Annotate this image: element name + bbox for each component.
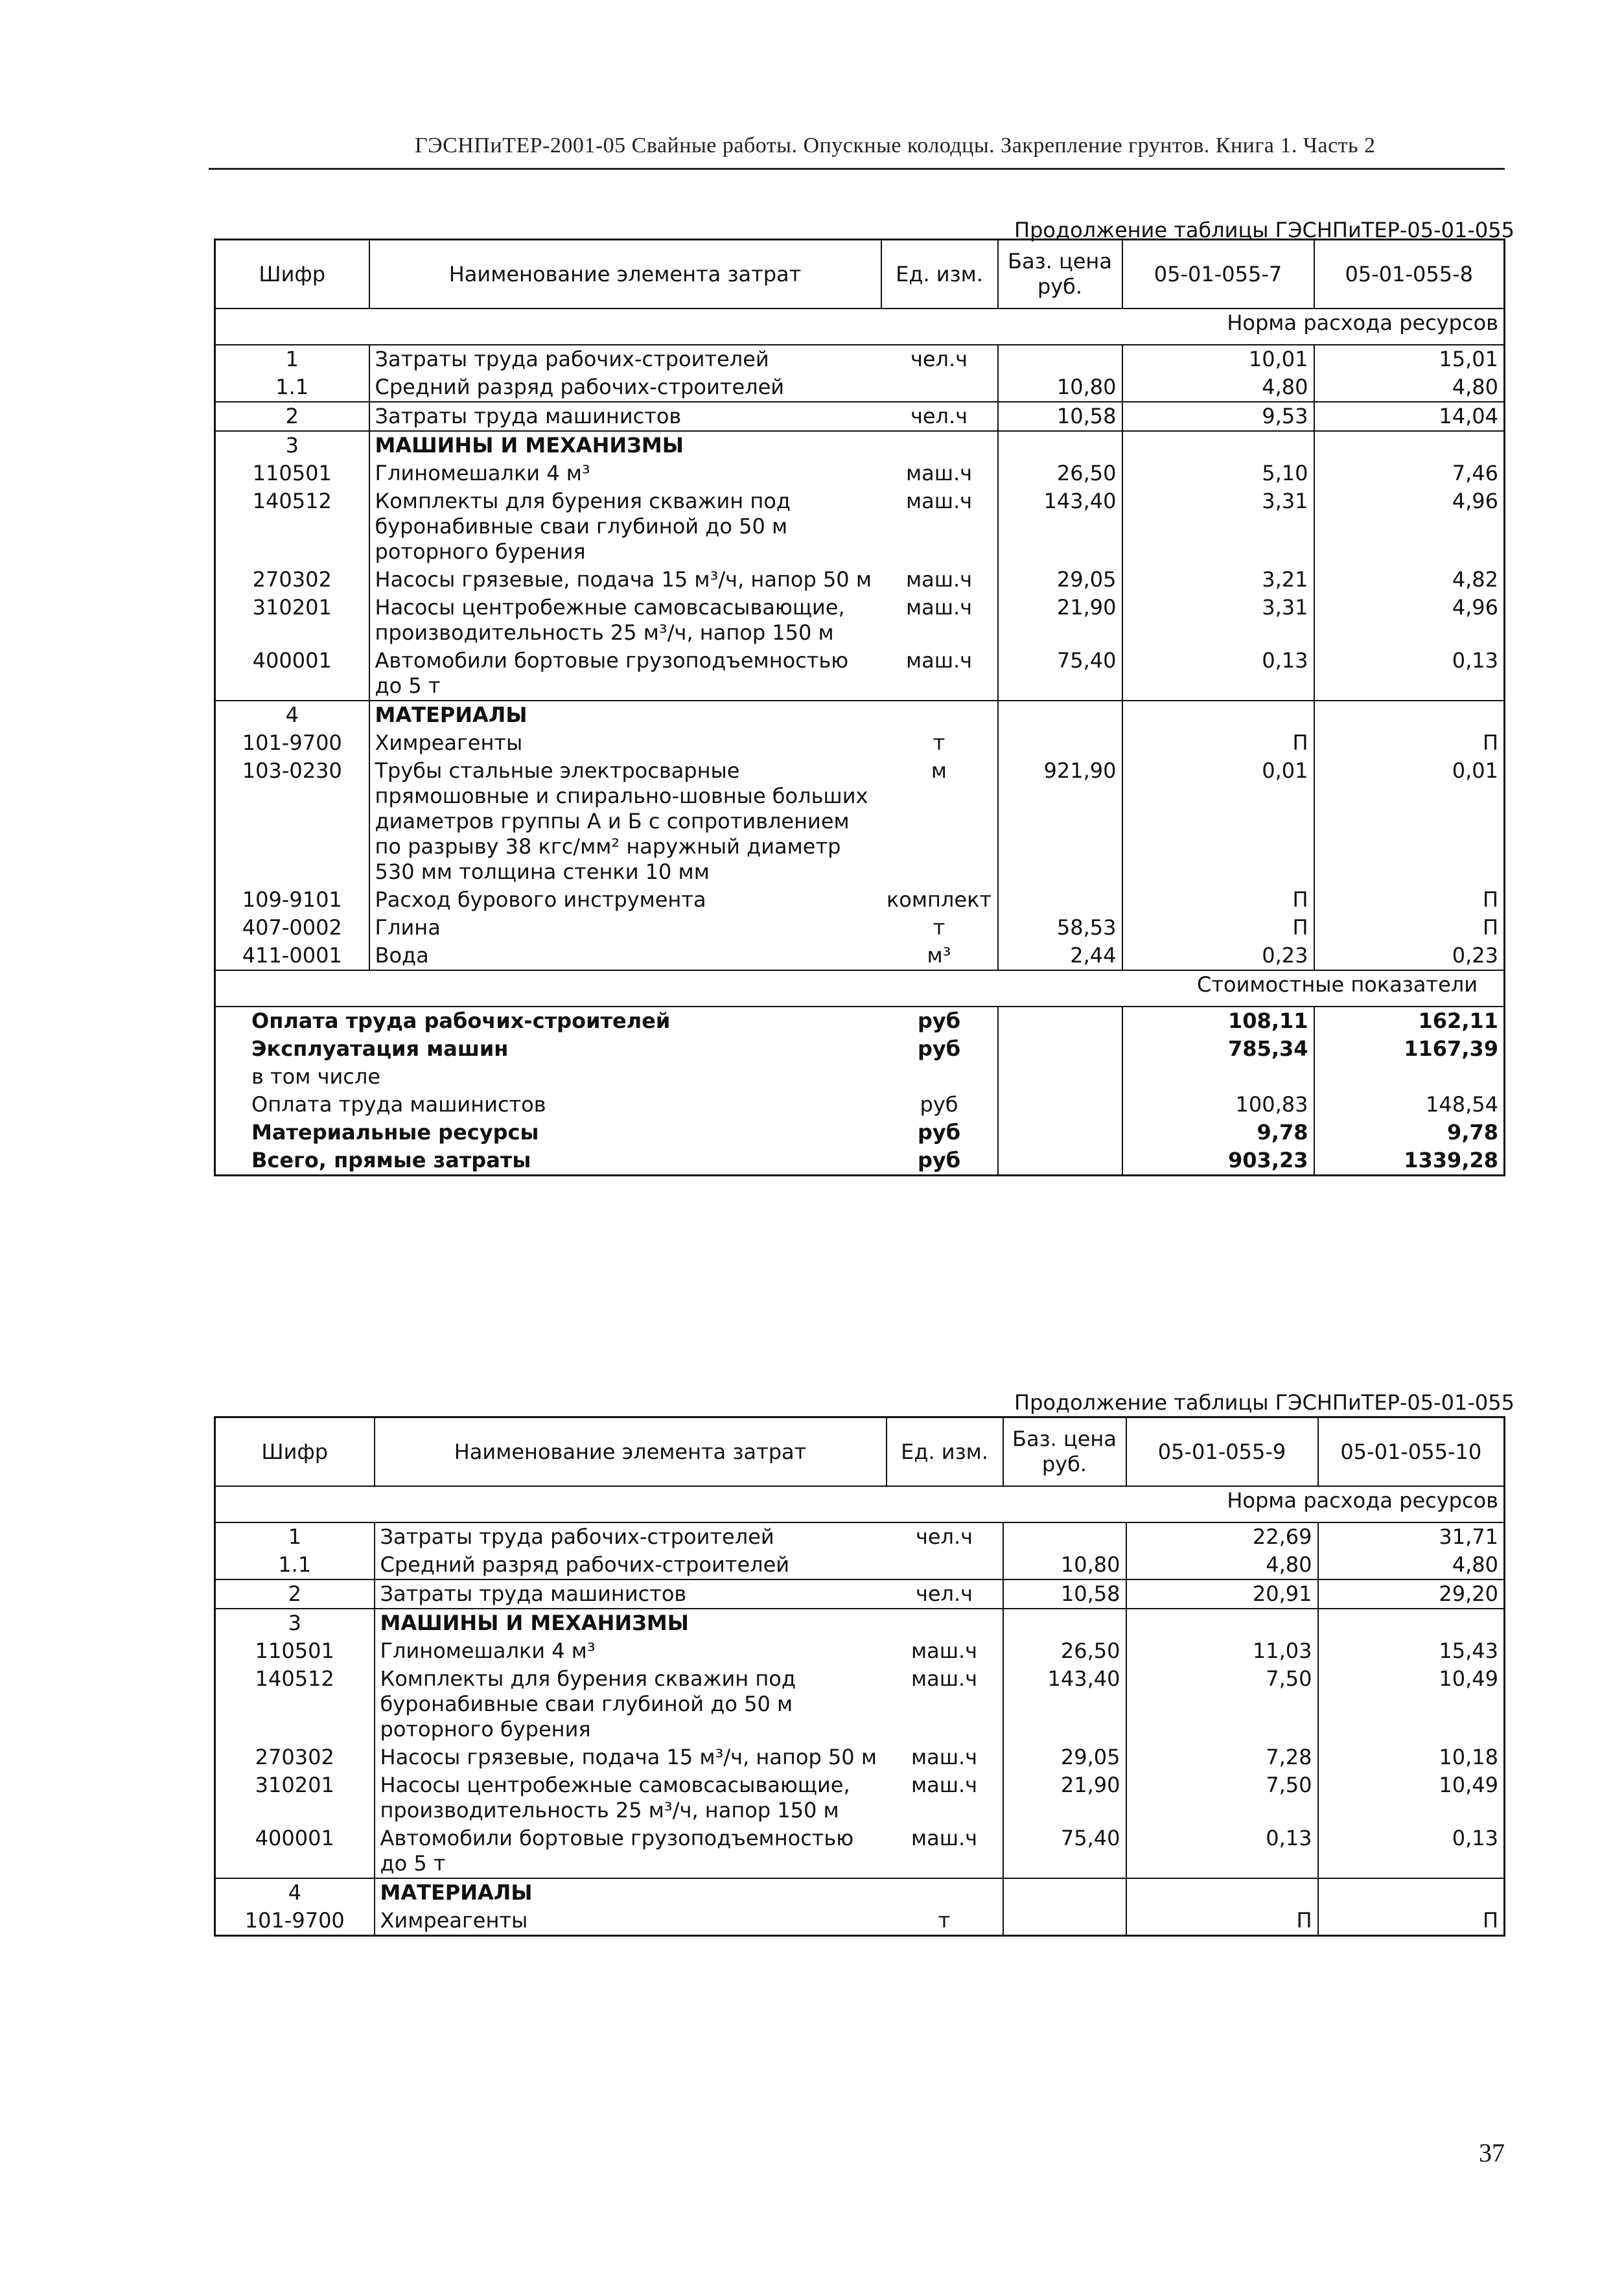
- running-header: ГЭСНПиТЕР-2001-05 Свайные работы. Опускные колодцы. Закрепление грунтов. Книга 1. Часть 2: [415, 134, 1376, 157]
- table-row: [215, 1579, 1505, 1609]
- totals-value-b: 1167,39: [1314, 1035, 1505, 1063]
- row-value-a: 9,53: [1122, 402, 1314, 431]
- row-code: 270302: [252, 567, 332, 592]
- row-unit: [881, 701, 998, 729]
- row-price: 29,05: [998, 566, 1122, 594]
- row-name: Глиномешалки 4 м³: [375, 1637, 887, 1665]
- table-row: [215, 729, 1505, 757]
- totals-name: Материальные ресурсы: [251, 1120, 539, 1145]
- table1-continuation-caption: Продолжение таблицы ГЭСНПиТЕР-05-01-055: [1014, 218, 1514, 242]
- row-name: Средний разряд рабочих-строителей: [375, 1551, 887, 1579]
- header-col-a: 05-01-055-7: [1122, 240, 1314, 309]
- row-code: 4: [215, 1878, 375, 1907]
- table-row: [215, 431, 1505, 460]
- row-unit: [887, 1609, 1003, 1637]
- totals-value-b: 148,54: [1314, 1091, 1505, 1119]
- table-header-row: [215, 240, 1505, 309]
- table-row: [215, 942, 1505, 970]
- row-name: МАТЕРИАЛЫ: [375, 1878, 887, 1907]
- row-price: [998, 701, 1122, 729]
- table-row: [215, 1551, 1505, 1579]
- row-price: 10,58: [1003, 1579, 1126, 1609]
- row-value-b: [1314, 701, 1505, 729]
- row-value-b: 4,96: [1314, 487, 1505, 566]
- row-name: Расход бурового инструмента: [369, 886, 881, 914]
- table-row: [215, 914, 1505, 942]
- row-price: [1003, 1522, 1126, 1551]
- totals-row: [215, 1063, 1505, 1091]
- row-value-b: [1318, 1878, 1505, 1907]
- row-price: [998, 886, 1122, 914]
- totals-name: Всего, прямые затраты: [251, 1148, 531, 1172]
- row-name: Трубы стальные электросварные прямошовные и спирально-шовные больших диаметров группы А и Б с сопротивлением по разрыву 38 кгс/мм² наружный диаметр 530 мм толщина стенки 10 мм: [369, 757, 881, 886]
- row-code: 407-0002: [242, 915, 342, 940]
- table1-body: [215, 240, 1505, 1176]
- row-code: 103-0230: [242, 758, 342, 783]
- row-value-a: 3,21: [1122, 566, 1314, 594]
- row-name: Насосы центробежные самовсасывающие, производительность 25 м³/ч, напор 150 м: [369, 594, 881, 647]
- row-name: МАШИНЫ И МЕХАНИЗМЫ: [375, 1609, 887, 1637]
- table-row: [215, 1609, 1505, 1637]
- row-price: 58,53: [998, 914, 1122, 942]
- totals-value-b: 1339,28: [1314, 1147, 1505, 1176]
- row-value-b: 14,04: [1314, 402, 1505, 431]
- totals-value-a: 903,23: [1122, 1147, 1314, 1176]
- row-code: 400001: [252, 648, 332, 673]
- row-value-a: 11,03: [1126, 1637, 1318, 1665]
- table-header-row: [215, 1417, 1505, 1487]
- row-price: [1003, 1609, 1126, 1637]
- row-value-a: 4,80: [1126, 1551, 1318, 1579]
- row-value-b: 0,13: [1318, 1824, 1505, 1878]
- totals-unit: руб: [917, 1148, 961, 1172]
- totals-value-b: 162,11: [1314, 1007, 1505, 1035]
- row-name: МАТЕРИАЛЫ: [369, 701, 881, 729]
- row-value-a: 7,50: [1126, 1665, 1318, 1743]
- row-code: 3: [215, 431, 369, 460]
- header-unit: Ед. изм.: [881, 240, 998, 309]
- row-value-b: 29,20: [1318, 1579, 1505, 1609]
- row-name: Глина: [369, 914, 881, 942]
- header-code: Шифр: [215, 240, 369, 309]
- table-row: [215, 757, 1505, 886]
- totals-row: [215, 1147, 1505, 1176]
- row-value-a: 0,01: [1122, 757, 1314, 886]
- table-row: [215, 1522, 1505, 1551]
- row-value-b: 31,71: [1318, 1522, 1505, 1551]
- row-unit: маш.ч: [905, 461, 973, 485]
- table-row: [215, 1824, 1505, 1878]
- totals-price: [998, 1091, 1122, 1119]
- row-value-b: 4,80: [1314, 373, 1505, 402]
- row-name: Средний разряд рабочих-строителей: [369, 373, 881, 402]
- row-value-b: П: [1314, 914, 1505, 942]
- row-code: 1: [288, 1524, 301, 1549]
- totals-price: [998, 1147, 1122, 1176]
- header-col-b: 05-01-055-10: [1318, 1417, 1505, 1487]
- totals-row: [215, 1091, 1505, 1119]
- row-price: 75,40: [1003, 1824, 1126, 1878]
- row-value-a: П: [1126, 1907, 1318, 1936]
- row-price: 75,40: [998, 647, 1122, 701]
- cost-label-row: [215, 970, 1505, 1007]
- row-code: 2: [215, 402, 369, 431]
- row-value-b: 10,49: [1318, 1665, 1505, 1743]
- row-code: 1.1: [278, 1552, 312, 1577]
- row-value-a: 7,50: [1126, 1771, 1318, 1824]
- row-name: Автомобили бортовые грузоподъемностью до 5 т: [375, 1824, 887, 1878]
- row-name: Насосы грязевые, подача 15 м³/ч, напор 50 м: [375, 1743, 887, 1771]
- row-price: [998, 729, 1122, 757]
- table2-body: [215, 1417, 1505, 1936]
- row-value-b: 15,43: [1318, 1637, 1505, 1665]
- row-code: 101-9700: [244, 1908, 345, 1933]
- row-value-a: [1122, 701, 1314, 729]
- totals-value-a: 785,34: [1122, 1035, 1314, 1063]
- row-price: 21,90: [998, 594, 1122, 647]
- header-price: Баз. цена руб.: [1003, 1417, 1126, 1487]
- row-code: 4: [215, 701, 369, 729]
- totals-price: [998, 1119, 1122, 1147]
- row-unit: [887, 1551, 1003, 1579]
- row-value-b: 4,96: [1314, 594, 1505, 647]
- row-code: 411-0001: [242, 943, 342, 968]
- row-value-a: 10,01: [1122, 345, 1314, 373]
- row-value-a: 3,31: [1122, 594, 1314, 647]
- table-row: [215, 647, 1505, 701]
- row-value-b: 10,18: [1318, 1743, 1505, 1771]
- totals-value-b: [1314, 1063, 1505, 1091]
- norm-label-row: [215, 309, 1505, 345]
- totals-row: [215, 1007, 1505, 1035]
- row-code: 140512: [252, 489, 332, 513]
- row-value-a: 0,13: [1126, 1824, 1318, 1878]
- row-value-a: 20,91: [1126, 1579, 1318, 1609]
- totals-name: Эксплуатация машин: [251, 1036, 509, 1061]
- row-value-b: П: [1314, 886, 1505, 914]
- row-unit: [881, 431, 998, 460]
- totals-name: в том числе: [251, 1064, 380, 1089]
- norm-label: Норма расхода ресурсов: [215, 309, 1505, 345]
- row-code: 140512: [255, 1666, 334, 1691]
- header-col-a: 05-01-055-9: [1126, 1417, 1318, 1487]
- totals-name: Оплата труда машинистов: [251, 1092, 546, 1117]
- totals-row: [215, 1035, 1505, 1063]
- row-value-a: П: [1122, 729, 1314, 757]
- row-unit: [887, 1878, 1003, 1907]
- row-unit: чел.ч: [910, 347, 968, 371]
- row-price: 143,40: [1003, 1665, 1126, 1743]
- row-code: 2: [215, 1579, 375, 1609]
- row-code: 310201: [252, 595, 332, 620]
- totals-price: [998, 1035, 1122, 1063]
- row-name: Затраты труда машинистов: [369, 402, 881, 431]
- header-col-b: 05-01-055-8: [1314, 240, 1505, 309]
- totals-unit: руб: [917, 1008, 961, 1033]
- header-price: Баз. цена руб.: [998, 240, 1122, 309]
- row-price: 2,44: [998, 942, 1122, 970]
- row-price: [1003, 1907, 1126, 1936]
- row-price: 921,90: [998, 757, 1122, 886]
- table-row: [215, 1771, 1505, 1824]
- table-row: [215, 1743, 1505, 1771]
- row-value-b: 0,01: [1314, 757, 1505, 886]
- row-value-a: П: [1122, 886, 1314, 914]
- row-code: 310201: [255, 1773, 334, 1797]
- totals-unit: руб: [917, 1120, 961, 1145]
- row-code: 1: [285, 347, 299, 371]
- row-unit: маш.ч: [905, 567, 973, 592]
- row-name: Химреагенты: [375, 1907, 887, 1936]
- table-row: [215, 566, 1505, 594]
- row-price: 29,05: [1003, 1743, 1126, 1771]
- row-name: Насосы грязевые, подача 15 м³/ч, напор 50 м: [369, 566, 881, 594]
- resource-table-1: [214, 239, 1505, 1176]
- totals-value-b: 9,78: [1314, 1119, 1505, 1147]
- header-unit: Ед. изм.: [887, 1417, 1003, 1487]
- row-unit: чел.ч: [887, 1579, 1003, 1609]
- row-name: Автомобили бортовые грузоподъемностью до 5 т: [369, 647, 881, 701]
- row-value-b: [1318, 1609, 1505, 1637]
- row-unit: маш.ч: [911, 1745, 978, 1769]
- row-value-a: 7,28: [1126, 1743, 1318, 1771]
- row-name: Затраты труда машинистов: [375, 1579, 887, 1609]
- row-code: 1.1: [275, 375, 309, 399]
- row-unit: чел.ч: [915, 1524, 973, 1549]
- row-price: [1003, 1878, 1126, 1907]
- row-unit: маш.ч: [911, 1773, 978, 1797]
- row-value-a: [1126, 1878, 1318, 1907]
- totals-price: [998, 1063, 1122, 1091]
- row-unit: т: [933, 915, 945, 940]
- row-value-b: П: [1318, 1907, 1505, 1936]
- row-name: Глиномешалки 4 м³: [369, 460, 881, 487]
- row-value-a: 0,23: [1122, 942, 1314, 970]
- row-price: 143,40: [998, 487, 1122, 566]
- table-row: [215, 373, 1505, 402]
- row-value-a: 5,10: [1122, 460, 1314, 487]
- row-price: 10,58: [998, 402, 1122, 431]
- row-unit: м³: [927, 943, 951, 968]
- table-row: [215, 594, 1505, 647]
- totals-row: [215, 1119, 1505, 1147]
- row-value-b: 7,46: [1314, 460, 1505, 487]
- row-code: 3: [215, 1609, 375, 1637]
- row-value-b: П: [1314, 729, 1505, 757]
- header-rule: [209, 168, 1505, 170]
- row-price: [998, 431, 1122, 460]
- row-unit: маш.ч: [905, 648, 973, 673]
- row-unit: маш.ч: [905, 595, 973, 620]
- row-code: 109-9101: [242, 887, 342, 912]
- row-unit: [881, 373, 998, 402]
- table-row: [215, 460, 1505, 487]
- row-value-b: 4,80: [1318, 1551, 1505, 1579]
- table-row: [215, 1665, 1505, 1743]
- row-name: Комплекты для бурения скважин под буронабивные сваи глубиной до 50 м роторного бурения: [369, 487, 881, 566]
- row-value-b: 15,01: [1314, 345, 1505, 373]
- row-name: Химреагенты: [369, 729, 881, 757]
- row-value-a: [1126, 1609, 1318, 1637]
- row-value-a: 0,13: [1122, 647, 1314, 701]
- norm-label: Норма расхода ресурсов: [215, 1486, 1505, 1522]
- row-value-b: 0,23: [1314, 942, 1505, 970]
- row-value-a: [1122, 431, 1314, 460]
- row-price: 26,50: [998, 460, 1122, 487]
- row-unit: маш.ч: [911, 1638, 978, 1663]
- table-row: [215, 345, 1505, 373]
- row-value-a: 4,80: [1122, 373, 1314, 402]
- row-value-b: 4,82: [1314, 566, 1505, 594]
- totals-unit: руб: [920, 1092, 958, 1117]
- row-price: [998, 345, 1122, 373]
- table-row: [215, 1907, 1505, 1936]
- table-row: [215, 402, 1505, 431]
- header-name: Наименование элемента затрат: [375, 1417, 887, 1487]
- table2-continuation-caption: Продолжение таблицы ГЭСНПиТЕР-05-01-055: [1014, 1390, 1514, 1415]
- totals-value-a: 108,11: [1122, 1007, 1314, 1035]
- row-code: 101-9700: [242, 730, 342, 755]
- row-price: 26,50: [1003, 1637, 1126, 1665]
- row-code: 270302: [255, 1745, 334, 1769]
- row-unit: т: [933, 730, 945, 755]
- page-number: 37: [1479, 2138, 1505, 2167]
- row-code: 110501: [255, 1638, 334, 1663]
- header-name: Наименование элемента затрат: [369, 240, 881, 309]
- row-value-b: 0,13: [1314, 647, 1505, 701]
- row-code: 400001: [255, 1826, 334, 1850]
- table-row: [215, 701, 1505, 729]
- row-name: Комплекты для бурения скважин под буронабивные сваи глубиной до 50 м роторного бурения: [375, 1665, 887, 1743]
- row-code: 110501: [252, 461, 332, 485]
- row-name: Насосы центробежные самовсасывающие, производительность 25 м³/ч, напор 150 м: [375, 1771, 887, 1824]
- table-row: [215, 886, 1505, 914]
- row-price: 21,90: [1003, 1771, 1126, 1824]
- row-unit: маш.ч: [905, 489, 973, 513]
- totals-value-a: 9,78: [1122, 1119, 1314, 1147]
- row-unit: маш.ч: [911, 1666, 978, 1691]
- totals-unit: [881, 1063, 998, 1091]
- totals-price: [998, 1007, 1122, 1035]
- totals-value-a: 100,83: [1122, 1091, 1314, 1119]
- totals-name: Оплата труда рабочих-строителей: [251, 1008, 671, 1033]
- totals-value-a: [1122, 1063, 1314, 1091]
- row-name: Затраты труда рабочих-строителей: [375, 1522, 887, 1551]
- norm-label-row: [215, 1486, 1505, 1522]
- row-value-a: 3,31: [1122, 487, 1314, 566]
- cost-label: Стоимостные показатели: [215, 970, 1505, 1007]
- row-unit: т: [938, 1908, 951, 1933]
- row-value-b: [1314, 431, 1505, 460]
- row-unit: м: [931, 758, 947, 783]
- row-name: Затраты труда рабочих-строителей: [369, 345, 881, 373]
- table-row: [215, 1637, 1505, 1665]
- row-price: 10,80: [1003, 1551, 1126, 1579]
- row-unit: чел.ч: [881, 402, 998, 431]
- row-name: Вода: [369, 942, 881, 970]
- header-code: Шифр: [215, 1417, 375, 1487]
- table-row: [215, 487, 1505, 566]
- totals-unit: руб: [917, 1036, 961, 1061]
- row-name: МАШИНЫ И МЕХАНИЗМЫ: [369, 431, 881, 460]
- row-value-a: П: [1122, 914, 1314, 942]
- resource-table-2: [214, 1416, 1505, 1937]
- row-unit: маш.ч: [911, 1826, 978, 1850]
- row-value-a: 22,69: [1126, 1522, 1318, 1551]
- row-price: 10,80: [998, 373, 1122, 402]
- table-row: [215, 1878, 1505, 1907]
- row-unit: комплект: [886, 887, 992, 912]
- row-value-b: 10,49: [1318, 1771, 1505, 1824]
